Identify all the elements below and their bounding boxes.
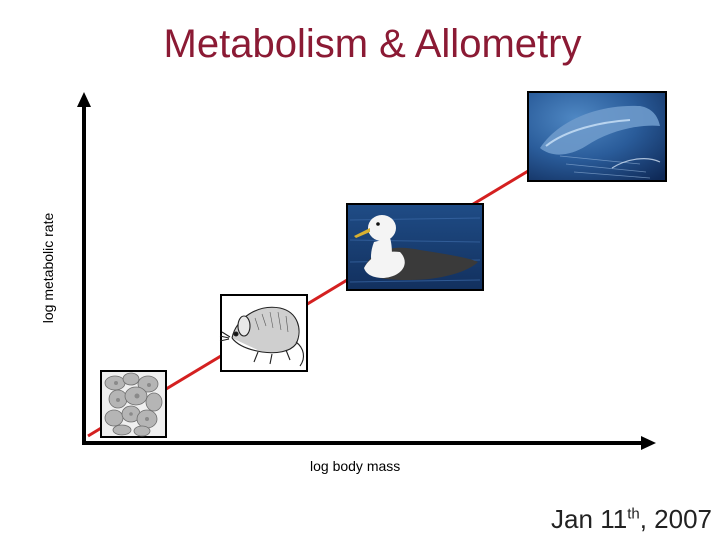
x-axis-label: log body mass bbox=[310, 458, 401, 474]
albatross-photo bbox=[347, 204, 483, 290]
date-superscript: th bbox=[627, 505, 640, 523]
slide-date bbox=[551, 504, 712, 535]
whale-photo bbox=[528, 92, 666, 181]
y-axis bbox=[77, 92, 91, 444]
y-axis-label: log metabolic rate bbox=[40, 212, 56, 324]
x-axis-arrow-icon bbox=[641, 436, 656, 450]
date-suffix: , 2007 bbox=[639, 504, 712, 534]
x-axis bbox=[82, 436, 656, 450]
cells-photo bbox=[101, 371, 166, 437]
slide-title: Metabolism & Allometry bbox=[163, 22, 582, 66]
mouse-photo bbox=[220, 295, 307, 371]
y-axis-arrow-icon bbox=[77, 92, 91, 107]
date-main: Jan 11 bbox=[551, 504, 628, 534]
